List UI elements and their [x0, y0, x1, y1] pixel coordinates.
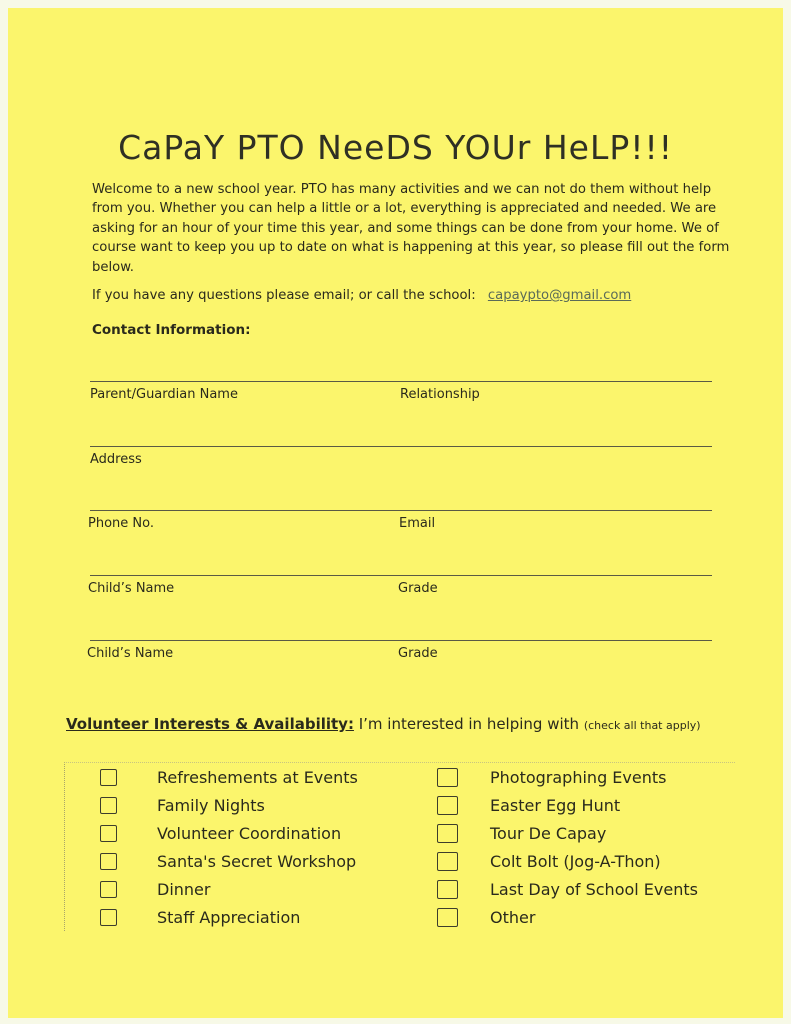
- option-refreshments[interactable]: [100, 764, 358, 790]
- checkbox[interactable]: [437, 908, 458, 927]
- option-label: Staff Appreciation: [157, 907, 301, 927]
- option-label: Dinner: [157, 879, 211, 899]
- option-colt-bolt[interactable]: [437, 848, 661, 874]
- checkbox[interactable]: [100, 853, 117, 870]
- volunteer-heading: Volunteer Interests & Availability:: [66, 715, 354, 733]
- child-2-name-label: Child’s Name: [87, 646, 174, 661]
- parent-name-line[interactable]: [90, 381, 712, 382]
- checkbox[interactable]: [437, 852, 458, 871]
- option-label: Photographing Events: [490, 767, 667, 787]
- option-label: Other: [490, 907, 536, 927]
- volunteer-subtitle: I’m interested in helping with: [358, 715, 580, 733]
- questions-text: If you have any questions please email; or call the school:: [92, 288, 476, 303]
- checkbox[interactable]: [100, 881, 117, 898]
- checkbox[interactable]: [100, 797, 117, 814]
- checkbox[interactable]: [437, 796, 458, 815]
- child-2-grade-label: Grade: [398, 646, 438, 661]
- option-last-day-of-school[interactable]: [437, 876, 698, 902]
- parent-name-label: Parent/Guardian Name: [90, 387, 238, 402]
- option-volunteer-coordination[interactable]: [100, 820, 341, 846]
- child-1-line[interactable]: [90, 575, 712, 576]
- questions-line: [92, 288, 742, 303]
- option-label: Last Day of School Events: [490, 879, 698, 899]
- option-label: Family Nights: [157, 795, 265, 815]
- checkbox[interactable]: [100, 769, 117, 786]
- checkbox[interactable]: [100, 909, 117, 926]
- checkbox[interactable]: [437, 880, 458, 899]
- phone-email-line[interactable]: [90, 510, 712, 511]
- option-photographing-events[interactable]: [437, 764, 666, 790]
- contact-information-heading: Contact Information:: [92, 322, 251, 338]
- checkbox[interactable]: [437, 824, 458, 843]
- option-staff-appreciation[interactable]: [100, 904, 300, 930]
- child-1-grade-label: Grade: [398, 581, 438, 596]
- option-easter-egg-hunt[interactable]: [437, 792, 620, 818]
- option-tour-de-capay[interactable]: [437, 820, 606, 846]
- email-label: Email: [399, 516, 436, 531]
- option-label: Tour De Capay: [490, 823, 607, 843]
- option-label: Volunteer Coordination: [157, 823, 342, 843]
- child-1-name-label: Child’s Name: [88, 581, 175, 596]
- option-label: Easter Egg Hunt: [490, 795, 621, 815]
- relationship-label: Relationship: [400, 387, 480, 402]
- volunteer-note: (check all that apply): [583, 719, 701, 732]
- address-label: Address: [90, 452, 142, 467]
- checkbox[interactable]: [100, 825, 117, 842]
- phone-label: Phone No.: [88, 516, 154, 531]
- volunteer-interests-line: [66, 715, 746, 733]
- checkbox[interactable]: [437, 768, 458, 787]
- option-label: Santa's Secret Workshop: [157, 851, 357, 871]
- child-2-line[interactable]: [90, 640, 712, 641]
- contact-email-link[interactable]: capaypto@gmail.com: [487, 288, 632, 303]
- option-santas-secret-workshop[interactable]: [100, 848, 356, 874]
- option-family-nights[interactable]: [100, 792, 265, 818]
- option-label: Refreshements at Events: [157, 767, 358, 787]
- option-label: Colt Bolt (Jog-A-Thon): [490, 851, 661, 871]
- address-line[interactable]: [90, 446, 712, 447]
- option-other[interactable]: [437, 904, 535, 930]
- flyer-title: CaPaY PTO NeeDS YOUr HeLP!!!: [118, 128, 673, 167]
- option-dinner[interactable]: [100, 876, 210, 902]
- intro-paragraph: Welcome to a new school year. PTO has many activities and we can not do them without help from you. Whether you can help a little or a lot, everything is appreciated and needed. We are asking for an hour of your time this year, and some things can be done from your home. We of course want to keep you up to date on what is happening at this year, so please fill out the form below.: [92, 182, 730, 275]
